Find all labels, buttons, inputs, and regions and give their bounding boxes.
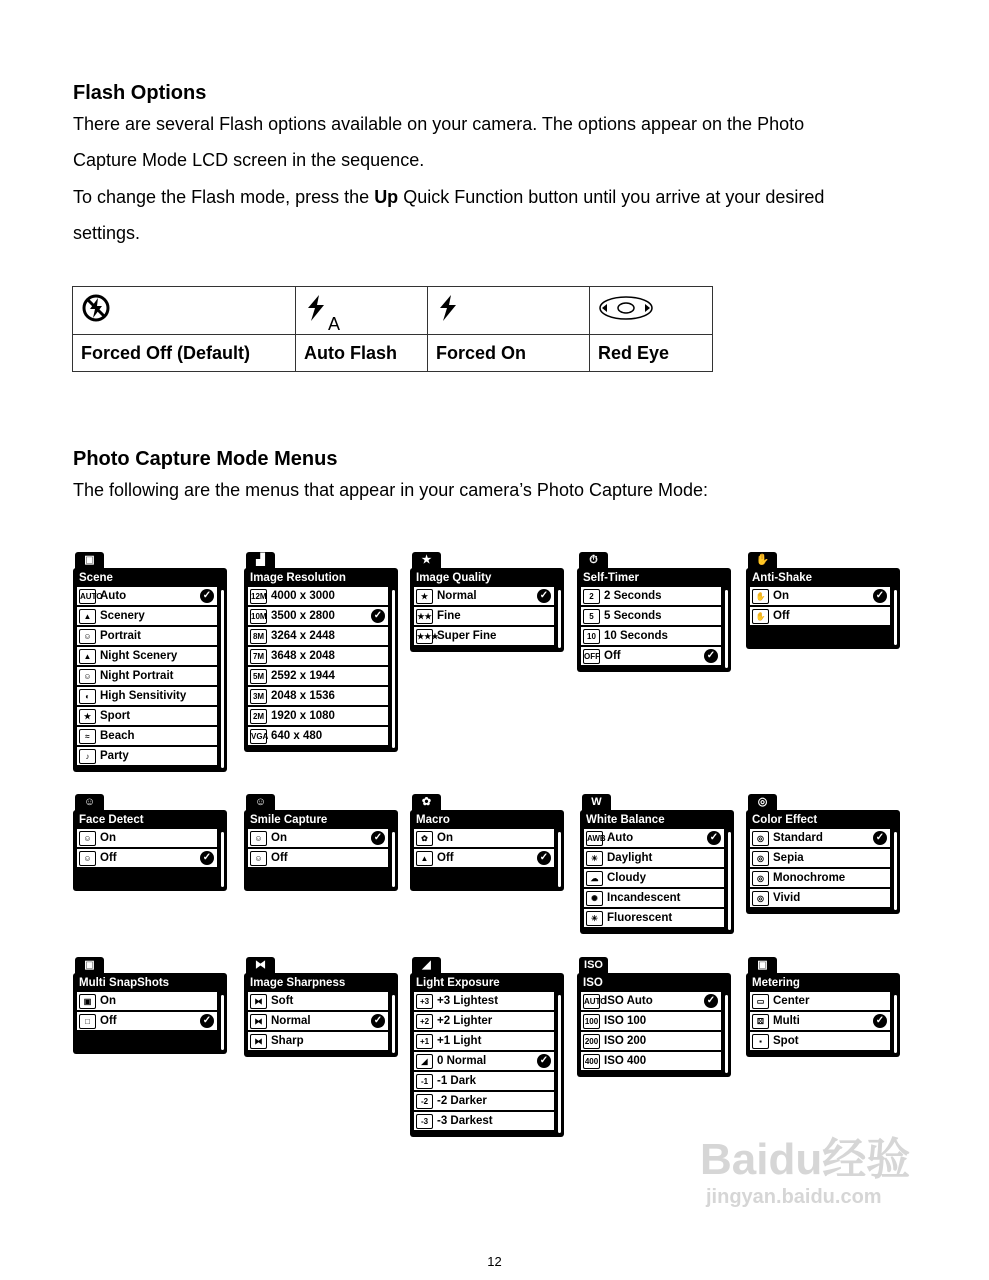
flash-intro-line-2: Capture Mode LCD screen in the sequence. bbox=[73, 150, 425, 170]
menu-item-label: -2 Darker bbox=[437, 1095, 487, 1107]
watermark-url: jingyan.baidu.com bbox=[706, 1186, 882, 1208]
menu-item bbox=[584, 829, 724, 847]
menu-item-label: 2592 x 1944 bbox=[271, 670, 335, 682]
scrollbar bbox=[221, 590, 224, 768]
watermark bbox=[700, 1135, 940, 1209]
menu-item-icon: 2M bbox=[250, 709, 267, 724]
menu-title: Scene bbox=[79, 572, 113, 584]
menu-item bbox=[584, 889, 724, 907]
menu-item-label: -1 Dark bbox=[437, 1075, 476, 1087]
menu-footer bbox=[244, 869, 398, 891]
menu-footer bbox=[410, 869, 564, 891]
scrollbar bbox=[392, 832, 395, 887]
menu-item-icon: OFF bbox=[583, 649, 600, 664]
menu-title: Face Detect bbox=[79, 814, 144, 826]
flash-instructions-line-1: To change the Flash mode, press the Up Quick Function button until you arrive at your desired bbox=[73, 187, 825, 207]
menu-footer bbox=[746, 909, 900, 914]
menu-panel bbox=[244, 810, 398, 891]
menu-item-icon: 3M bbox=[250, 689, 267, 704]
menu-item-icon: ⧓ bbox=[250, 1014, 267, 1029]
menu-item-icon: ◎ bbox=[752, 871, 769, 886]
menu-item-label: Party bbox=[100, 750, 129, 762]
menu-panel bbox=[577, 973, 731, 1077]
check-icon: ✓ bbox=[873, 831, 887, 845]
menu-item-icon: 200 bbox=[583, 1034, 600, 1049]
menu-title: Image Sharpness bbox=[250, 977, 346, 989]
menu-item bbox=[77, 687, 217, 705]
menu-item bbox=[248, 587, 388, 605]
menu-item-icon: 400 bbox=[583, 1054, 600, 1069]
menu-item-label: On bbox=[271, 832, 287, 844]
menu-title: Multi SnapShots bbox=[79, 977, 170, 989]
menu-panel bbox=[410, 568, 564, 652]
menu-item-icon: ✋ bbox=[752, 609, 769, 624]
menu-item bbox=[750, 1012, 890, 1030]
menu-panel bbox=[746, 810, 900, 914]
check-icon: ✓ bbox=[371, 609, 385, 623]
menu-panel bbox=[73, 810, 227, 891]
menu-item-icon: 12M bbox=[250, 589, 267, 604]
menu-item-label: On bbox=[100, 832, 116, 844]
check-icon: ✓ bbox=[873, 1014, 887, 1028]
check-icon: ✓ bbox=[873, 589, 887, 603]
menu-tab-icon: ✋ bbox=[748, 552, 777, 569]
photo-capture-menus-heading: Photo Capture Mode Menus bbox=[73, 448, 338, 470]
menu-item bbox=[414, 1032, 554, 1050]
menu-item-icon: +2 bbox=[416, 1014, 433, 1029]
menu-item-icon: -1 bbox=[416, 1074, 433, 1089]
menu-footer bbox=[244, 1052, 398, 1057]
menu-item-label: Incandescent bbox=[607, 892, 681, 904]
menu-item-icon: ★★★ bbox=[416, 629, 433, 644]
menu-item-label: +2 Lighter bbox=[437, 1015, 493, 1027]
menu-item-icon: 5M bbox=[250, 669, 267, 684]
menu-panel bbox=[746, 568, 900, 649]
menu-item-label: Monochrome bbox=[773, 872, 846, 884]
menu-item bbox=[414, 627, 554, 645]
menu-title: Self-Timer bbox=[583, 572, 640, 584]
menu-item bbox=[77, 667, 217, 685]
menu-item bbox=[248, 727, 388, 745]
menu-item bbox=[77, 707, 217, 725]
check-icon: ✓ bbox=[704, 649, 718, 663]
menu-item-label: Portrait bbox=[100, 630, 141, 642]
menu-item bbox=[248, 627, 388, 645]
menu-item-label: 0 Normal bbox=[437, 1055, 487, 1067]
check-icon: ✓ bbox=[200, 589, 214, 603]
check-icon: ✓ bbox=[200, 1014, 214, 1028]
menu-item-label: Sharp bbox=[271, 1035, 304, 1047]
menu-item-icon: ☺ bbox=[250, 851, 267, 866]
menu-tab-icon: ▟ bbox=[246, 552, 275, 569]
menu-item bbox=[77, 829, 217, 847]
menu-item-label: +3 Lightest bbox=[437, 995, 499, 1007]
menu-item-icon: ✿ bbox=[416, 831, 433, 846]
menu-item bbox=[77, 627, 217, 645]
menu-tab-icon: ☺ bbox=[246, 794, 275, 811]
menu-item-label: 5 Seconds bbox=[604, 610, 662, 622]
menu-panel bbox=[244, 973, 398, 1057]
menu-item-icon: 10 bbox=[583, 629, 600, 644]
flash-off-cell bbox=[73, 287, 296, 335]
menu-item bbox=[77, 992, 217, 1010]
menu-footer bbox=[244, 747, 398, 752]
menu-footer bbox=[73, 1032, 227, 1054]
menu-item bbox=[414, 1072, 554, 1090]
menu-item bbox=[581, 1012, 721, 1030]
menu-item bbox=[414, 1092, 554, 1110]
menu-panel bbox=[73, 973, 227, 1054]
menu-item-icon: ◐ bbox=[79, 689, 96, 704]
check-icon: ✓ bbox=[371, 1014, 385, 1028]
menu-item-label: High Sensitivity bbox=[100, 690, 187, 702]
menu-item bbox=[414, 607, 554, 625]
menu-item-label: 4000 x 3000 bbox=[271, 590, 335, 602]
menu-item-label: Normal bbox=[437, 590, 477, 602]
menu-item bbox=[581, 587, 721, 605]
menu-item-label: Vivid bbox=[773, 892, 801, 904]
menu-item-label: Daylight bbox=[607, 852, 653, 864]
check-icon: ✓ bbox=[371, 831, 385, 845]
menu-item bbox=[750, 889, 890, 907]
menu-item-label: Soft bbox=[271, 995, 294, 1007]
auto-flash-subscript: A bbox=[328, 314, 341, 334]
menu-tab-icon: ▣ bbox=[75, 957, 104, 974]
check-icon: ✓ bbox=[200, 851, 214, 865]
menu-item bbox=[581, 607, 721, 625]
menu-item-label: Fluorescent bbox=[607, 912, 673, 924]
menu-item-label: 3500 x 2800 bbox=[271, 610, 335, 622]
scrollbar bbox=[728, 832, 731, 930]
menu-footer bbox=[746, 1052, 900, 1057]
flash-on-icon bbox=[436, 293, 460, 323]
menu-item-label: Off bbox=[604, 650, 621, 662]
flash-options-table bbox=[72, 286, 713, 372]
menu-title: Image Resolution bbox=[250, 572, 346, 584]
menu-item-icon: ▪ bbox=[752, 1034, 769, 1049]
menu-item bbox=[750, 829, 890, 847]
menu-item-icon: ☁ bbox=[586, 871, 603, 886]
menu-item bbox=[750, 587, 890, 605]
menu-item-icon: VGA bbox=[250, 729, 267, 744]
menu-item-icon: □ bbox=[79, 1014, 96, 1029]
menu-item bbox=[581, 647, 721, 665]
flash-off-icon bbox=[81, 293, 111, 323]
scrollbar bbox=[894, 832, 897, 910]
menu-tab-icon: ★ bbox=[412, 552, 441, 569]
flash-label: Forced On bbox=[428, 335, 590, 372]
menu-footer bbox=[580, 929, 734, 934]
scrollbar bbox=[725, 995, 728, 1073]
menu-item bbox=[248, 992, 388, 1010]
menu-panel bbox=[577, 568, 731, 672]
menu-item-label: 2 Seconds bbox=[604, 590, 662, 602]
scrollbar bbox=[894, 995, 897, 1053]
menu-title: ISO bbox=[583, 977, 603, 989]
menu-item bbox=[77, 747, 217, 765]
menu-item-icon: 8M bbox=[250, 629, 267, 644]
menu-item-icon: +1 bbox=[416, 1034, 433, 1049]
menu-item bbox=[77, 849, 217, 867]
menu-item-label: ISO 400 bbox=[604, 1055, 647, 1067]
menu-item bbox=[414, 829, 554, 847]
menu-footer bbox=[577, 667, 731, 672]
menu-item bbox=[414, 992, 554, 1010]
menu-item-label: Sport bbox=[100, 710, 131, 722]
menu-item bbox=[414, 1012, 554, 1030]
menu-footer bbox=[410, 1132, 564, 1137]
menu-item-label: Super Fine bbox=[437, 630, 497, 642]
menu-item bbox=[750, 869, 890, 887]
menu-item-icon: ▣ bbox=[79, 994, 96, 1009]
menu-item-label: Spot bbox=[773, 1035, 799, 1047]
menu-tab-icon: ✿ bbox=[412, 794, 441, 811]
menu-title: Smile Capture bbox=[250, 814, 328, 826]
menu-item bbox=[414, 1052, 554, 1070]
menu-item-label: Off bbox=[100, 852, 117, 864]
check-icon: ✓ bbox=[707, 831, 721, 845]
menu-title: Light Exposure bbox=[416, 977, 500, 989]
menu-item-icon: ◎ bbox=[752, 851, 769, 866]
menu-item bbox=[77, 727, 217, 745]
menu-item-icon: 2 bbox=[583, 589, 600, 604]
scrollbar bbox=[558, 590, 561, 648]
flash-icons-row bbox=[73, 287, 713, 335]
menu-tab-icon: ⏱ bbox=[579, 552, 608, 569]
scrollbar bbox=[392, 995, 395, 1053]
menu-footer bbox=[73, 767, 227, 772]
auto-flash-cell bbox=[296, 287, 428, 335]
watermark-logo-text: Baidu经验 bbox=[700, 1135, 911, 1184]
menu-item-label: On bbox=[437, 832, 453, 844]
menu-item-icon: ★ bbox=[416, 589, 433, 604]
menu-item-icon: ⧓ bbox=[250, 994, 267, 1009]
menu-panel bbox=[410, 810, 564, 891]
menu-item-label: Multi bbox=[773, 1015, 800, 1027]
menu-item bbox=[248, 707, 388, 725]
menu-title: Anti-Shake bbox=[752, 572, 813, 584]
menu-item-icon: -3 bbox=[416, 1114, 433, 1129]
flash-options-heading: Flash Options bbox=[73, 82, 207, 104]
scrollbar bbox=[221, 832, 224, 887]
menu-tab-icon: ⧓ bbox=[246, 957, 275, 974]
menu-item bbox=[248, 849, 388, 867]
menu-item-icon: ▲ bbox=[79, 649, 96, 664]
menu-item-icon: ◎ bbox=[752, 891, 769, 906]
menu-item bbox=[77, 1012, 217, 1030]
menu-item bbox=[414, 587, 554, 605]
menu-panel bbox=[746, 973, 900, 1057]
menu-tab-icon: ☺ bbox=[75, 794, 104, 811]
menu-item-label: Cloudy bbox=[607, 872, 646, 884]
page-number: 12 bbox=[487, 1254, 502, 1269]
menu-item-icon: ✳ bbox=[586, 911, 603, 926]
menu-item-label: 3648 x 2048 bbox=[271, 650, 335, 662]
red-eye-icon bbox=[598, 295, 654, 321]
menu-item-label: +1 Light bbox=[437, 1035, 482, 1047]
scrollbar bbox=[558, 995, 561, 1133]
flash-labels-row bbox=[73, 335, 713, 372]
scrollbar bbox=[558, 832, 561, 887]
menu-item-icon: ◎ bbox=[752, 831, 769, 846]
scrollbar bbox=[392, 590, 395, 748]
menu-item-icon: ⚄ bbox=[752, 1014, 769, 1029]
menu-item-label: ISO 100 bbox=[604, 1015, 647, 1027]
menu-item-icon: 7M bbox=[250, 649, 267, 664]
menu-footer bbox=[410, 647, 564, 652]
menu-item-label: 1920 x 1080 bbox=[271, 710, 335, 722]
menu-item bbox=[584, 869, 724, 887]
menu-item bbox=[77, 607, 217, 625]
menu-footer bbox=[746, 627, 900, 649]
menu-item-icon: ☺ bbox=[79, 851, 96, 866]
menu-item bbox=[77, 647, 217, 665]
menu-item bbox=[750, 849, 890, 867]
scrollbar bbox=[221, 995, 224, 1050]
menu-item-icon: ▲ bbox=[416, 851, 433, 866]
menu-item-icon: 10M bbox=[250, 609, 267, 624]
menu-item bbox=[77, 587, 217, 605]
check-icon: ✓ bbox=[704, 994, 718, 1008]
menu-title: Macro bbox=[416, 814, 450, 826]
menu-item-icon: ▭ bbox=[752, 994, 769, 1009]
menu-tab-icon: ▣ bbox=[75, 552, 104, 569]
menu-title: Image Quality bbox=[416, 572, 492, 584]
menu-item-icon: ★ bbox=[79, 709, 96, 724]
auto-flash-icon bbox=[304, 293, 328, 323]
menu-item bbox=[248, 687, 388, 705]
menu-tab-icon: ◢ bbox=[412, 957, 441, 974]
menu-item-icon: AWB bbox=[586, 831, 603, 846]
menu-item-label: Off bbox=[437, 852, 454, 864]
menu-item-label: 10 Seconds bbox=[604, 630, 668, 642]
menu-item-icon: ▲ bbox=[79, 609, 96, 624]
menu-item bbox=[581, 992, 721, 1010]
menu-item-label: Sepia bbox=[773, 852, 804, 864]
menu-tab-icon: ▣ bbox=[748, 957, 777, 974]
menu-item bbox=[750, 1032, 890, 1050]
menu-panel bbox=[244, 568, 398, 752]
menu-item-icon: AUTO bbox=[583, 994, 600, 1009]
menu-panel bbox=[580, 810, 734, 934]
menu-item bbox=[248, 1012, 388, 1030]
menu-tab-icon: ◎ bbox=[748, 794, 777, 811]
check-icon: ✓ bbox=[537, 589, 551, 603]
flash-label: Red Eye bbox=[590, 335, 713, 372]
menu-item-icon: ⧓ bbox=[250, 1034, 267, 1049]
menu-item bbox=[750, 992, 890, 1010]
menu-item-icon: ♪ bbox=[79, 749, 96, 764]
menu-item-label: ISO Auto bbox=[604, 995, 653, 1007]
menu-panel bbox=[73, 568, 227, 772]
flash-label: Forced Off (Default) bbox=[73, 335, 296, 372]
menu-item-label: Night Scenery bbox=[100, 650, 178, 662]
forced-on-cell bbox=[428, 287, 590, 335]
flash-intro-line-1: There are several Flash options available on your camera. The options appear on the Photo bbox=[73, 114, 805, 134]
menu-footer bbox=[73, 869, 227, 891]
menu-item-icon: 100 bbox=[583, 1014, 600, 1029]
menu-item bbox=[248, 1032, 388, 1050]
menu-item bbox=[584, 849, 724, 867]
menu-item-label: -3 Darkest bbox=[437, 1115, 493, 1127]
menu-item bbox=[248, 647, 388, 665]
menu-item-label: Off bbox=[100, 1015, 117, 1027]
menu-item-icon: ≈ bbox=[79, 729, 96, 744]
menu-item-label: Standard bbox=[773, 832, 823, 844]
scrollbar bbox=[725, 590, 728, 668]
menu-item bbox=[414, 849, 554, 867]
menu-title: Metering bbox=[752, 977, 800, 989]
menu-item bbox=[750, 607, 890, 625]
menu-item bbox=[414, 1112, 554, 1130]
up-button-label: Up bbox=[374, 187, 399, 207]
menu-tab-icon: ISO bbox=[579, 957, 608, 974]
menu-item-label: On bbox=[773, 590, 789, 602]
menu-panel bbox=[410, 973, 564, 1137]
scrollbar bbox=[894, 590, 897, 645]
menu-item bbox=[581, 1032, 721, 1050]
flash-instructions-line-2: settings. bbox=[73, 223, 141, 243]
menu-item-icon: ✺ bbox=[586, 891, 603, 906]
menu-item-label: On bbox=[100, 995, 116, 1007]
flash-label: Auto Flash bbox=[296, 335, 428, 372]
menu-item-label: Fine bbox=[437, 610, 461, 622]
menu-item-label: Auto bbox=[100, 590, 127, 602]
menu-item bbox=[248, 607, 388, 625]
menu-item-label: 2048 x 1536 bbox=[271, 690, 335, 702]
menu-item-label: Scenery bbox=[100, 610, 145, 622]
menu-item-label: ISO 200 bbox=[604, 1035, 647, 1047]
menu-item-label: Normal bbox=[271, 1015, 311, 1027]
menu-item-icon: ☺ bbox=[79, 669, 96, 684]
menu-item-icon: ☺ bbox=[250, 831, 267, 846]
menu-item-label: Beach bbox=[100, 730, 135, 742]
menu-item-icon: ☺ bbox=[79, 831, 96, 846]
menu-item-icon: 5 bbox=[583, 609, 600, 624]
menu-item bbox=[581, 627, 721, 645]
menu-item-icon: ★★ bbox=[416, 609, 433, 624]
menu-item-label: Off bbox=[773, 610, 790, 622]
red-eye-cell bbox=[590, 287, 713, 335]
menu-item-icon: +3 bbox=[416, 994, 433, 1009]
menu-item bbox=[248, 829, 388, 847]
menu-item-label: Center bbox=[773, 995, 810, 1007]
menu-item-icon: ☺ bbox=[79, 629, 96, 644]
menu-item-icon: ◢ bbox=[416, 1054, 433, 1069]
menu-item bbox=[584, 909, 724, 927]
menu-item-label: 3264 x 2448 bbox=[271, 630, 335, 642]
check-icon: ✓ bbox=[537, 1054, 551, 1068]
menu-title: White Balance bbox=[586, 814, 665, 826]
menu-item bbox=[581, 1052, 721, 1070]
check-icon: ✓ bbox=[537, 851, 551, 865]
photo-capture-menus-intro: The following are the menus that appear in your camera’s Photo Capture Mode: bbox=[73, 480, 709, 500]
menu-item-label: Off bbox=[271, 852, 288, 864]
menu-item-label: 640 x 480 bbox=[271, 730, 323, 742]
menu-item bbox=[248, 667, 388, 685]
menu-item-label: Auto bbox=[607, 832, 634, 844]
menu-item-icon: -2 bbox=[416, 1094, 433, 1109]
menu-item-icon: ☀ bbox=[586, 851, 603, 866]
menu-footer bbox=[577, 1072, 731, 1077]
menu-item-label: Night Portrait bbox=[100, 670, 174, 682]
menu-tab-icon: W bbox=[582, 794, 611, 811]
menu-item-icon: ✋ bbox=[752, 589, 769, 604]
menu-item-icon: AUTO bbox=[79, 589, 96, 604]
menu-title: Color Effect bbox=[752, 814, 818, 826]
